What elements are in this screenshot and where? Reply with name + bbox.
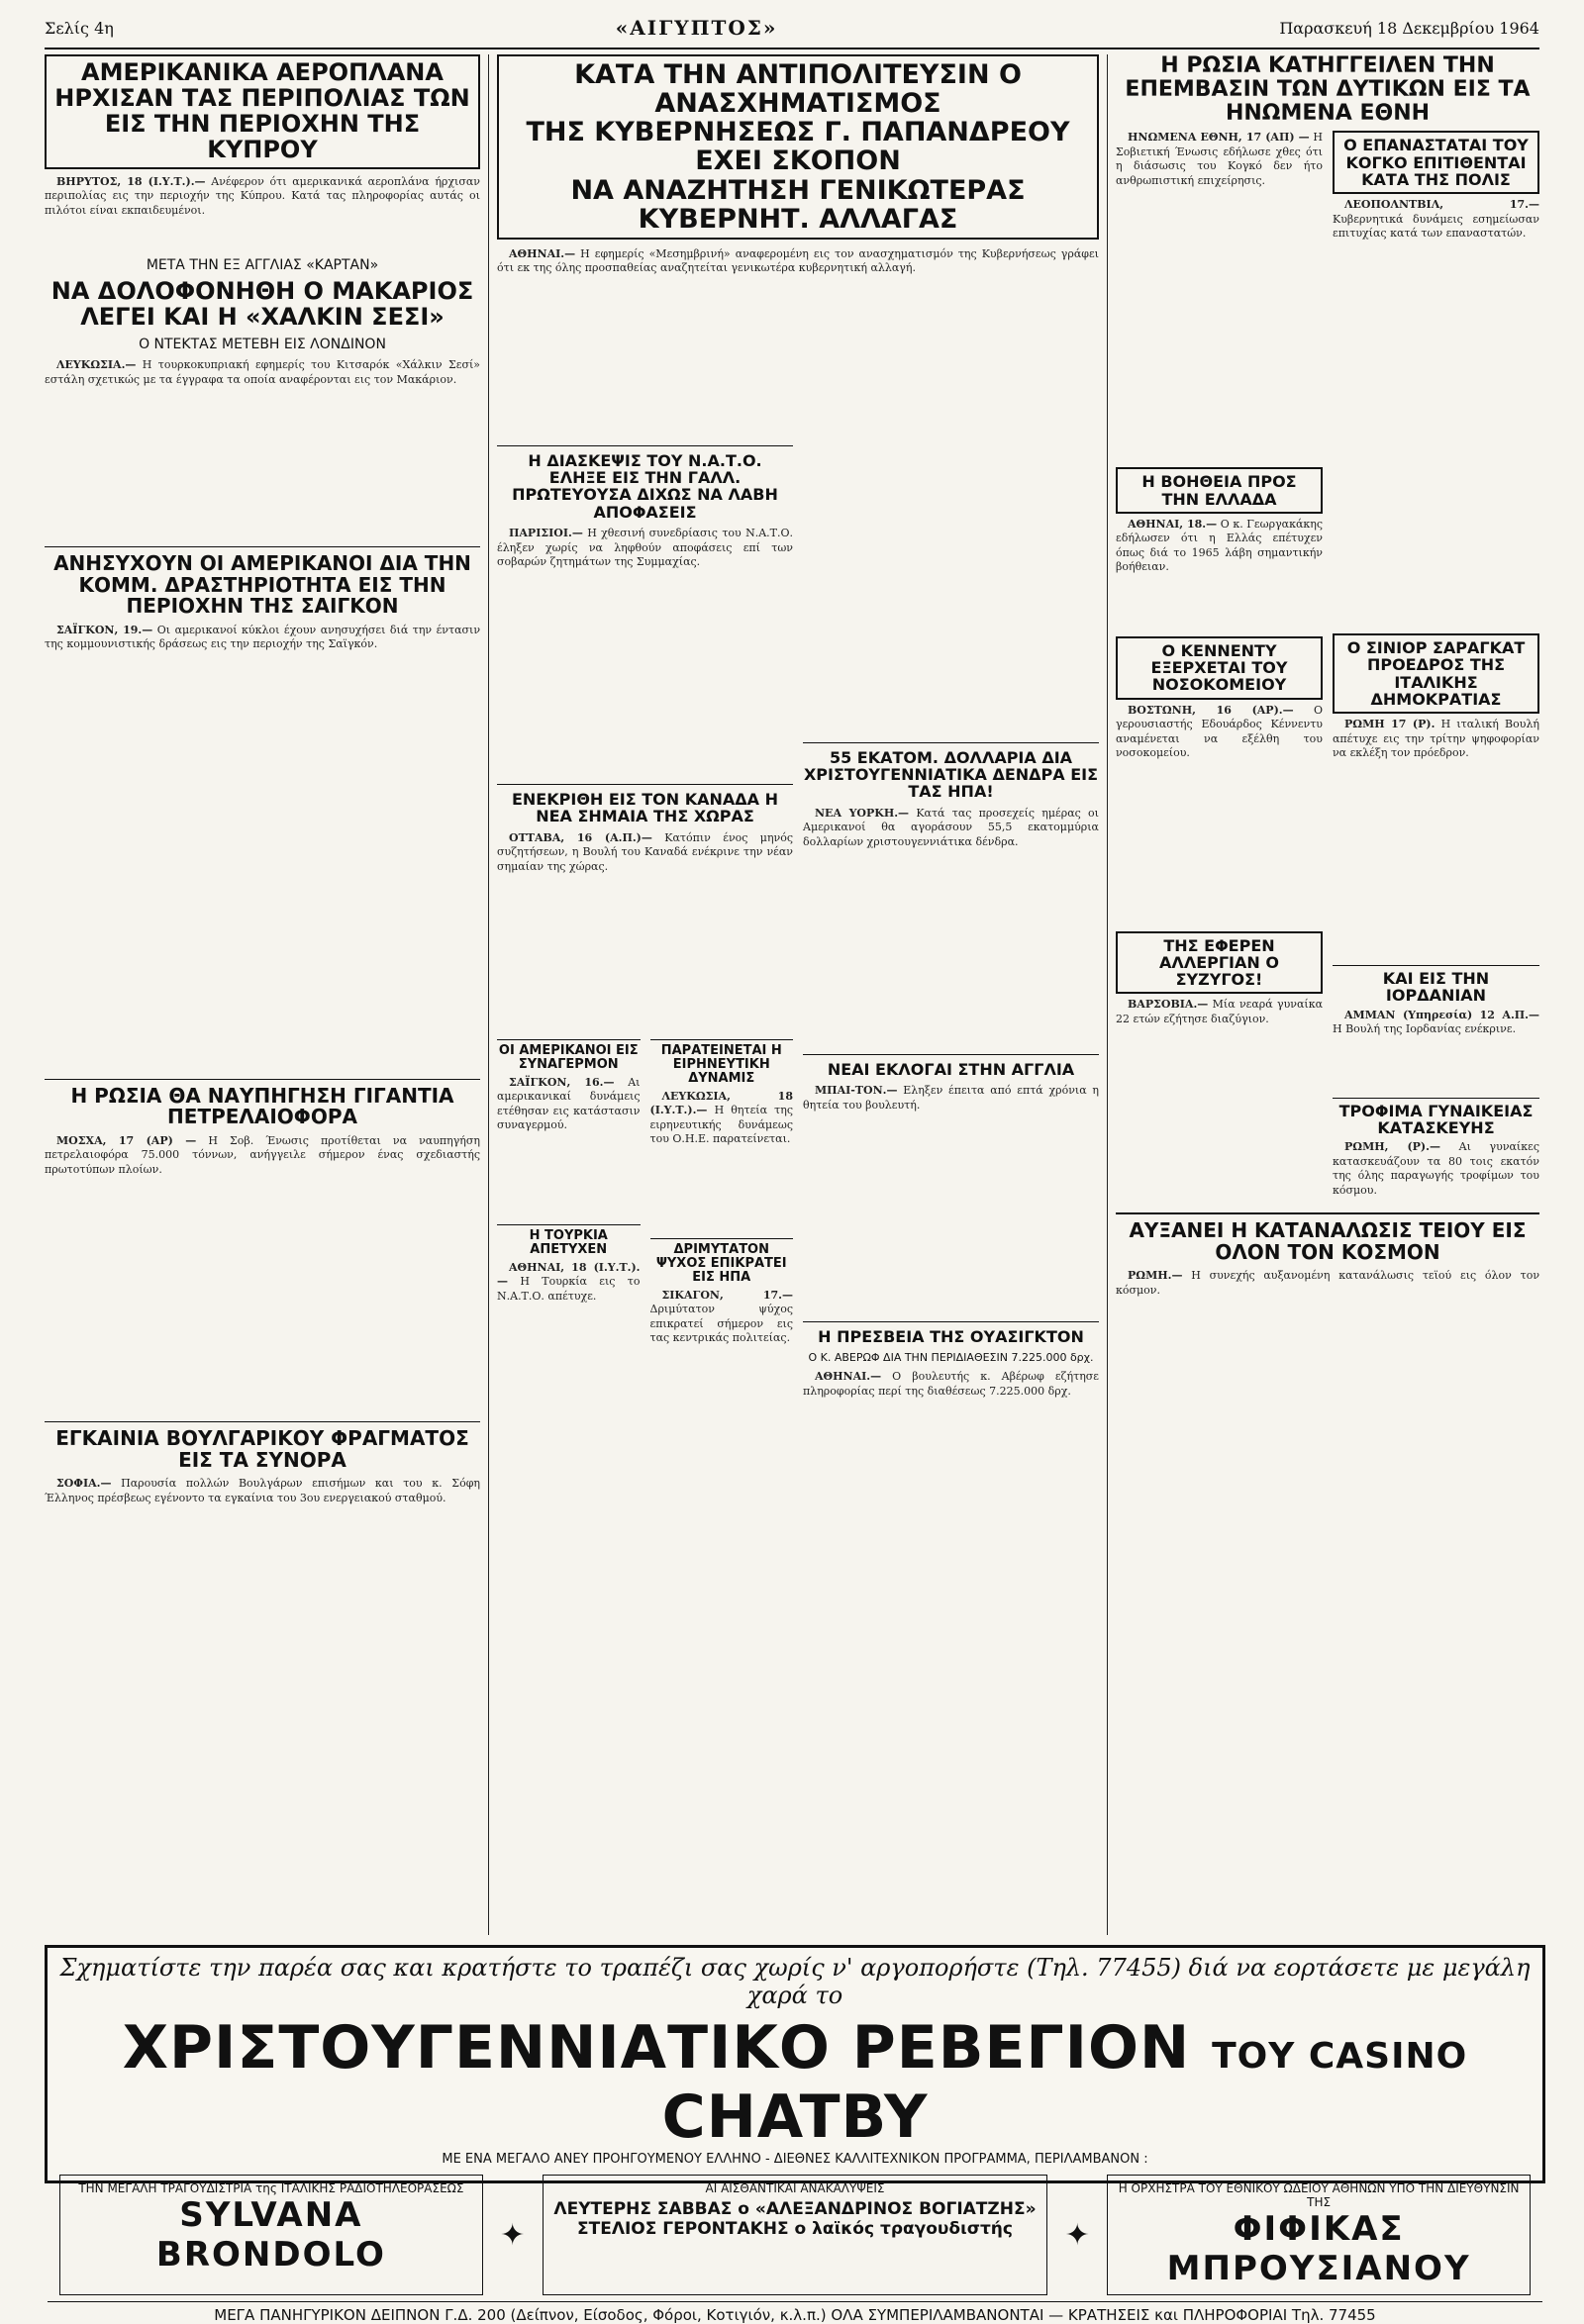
dateline: ΛΕΟΠΟΛΝΤΒΙΛ, 17.—	[1344, 198, 1539, 212]
ad-act	[543, 2175, 1048, 2295]
dateline: ΛΕΥΚΩΣΙΑ, 18 (Ι.Υ.Τ.).—	[649, 1089, 793, 1117]
article-text: Ανέφερον ότι αμερικανικά αεροπλάνα ήρχισαν περιπολίας εις την περιοχήν της Κύπρου. Κατά τας πληροφορίας αυτάς οι πιλότοι είναι εκπαιδευμένοι.	[45, 174, 480, 217]
headline: Ο ΣΙΝΙΟΡ ΣΑΡΑΓΚΑΤ ΠΡΟΕΔΡΟΣ ΤΗΣ ΙΤΑΛΙΚΗΣ ΔΗΜΟΚΡΑΤΙΑΣ	[1346, 638, 1526, 709]
subcolumn	[497, 1039, 641, 1351]
headline: Η ΡΩΣΙΑ ΚΑΤΗΓΓΕΙΛΕΝ ΤΗΝ ΕΠΕΜΒΑΣΙΝ ΤΩΝ ΔΥΤΙΚΩΝ ΕΙΣ ΤΑ ΗΝΩΜΕΝΑ ΕΘΝΗ	[1125, 53, 1531, 126]
star-icon: ✦	[500, 2217, 526, 2253]
newspaper-title: «ΑΙΓΥΠΤΟΣ»	[615, 16, 778, 40]
article-body	[650, 1289, 794, 1346]
dateline: ΒΑΡΣΟΒΙΑ.—	[1128, 998, 1209, 1012]
article-text: Ο βουλευτής κ. Αβέρωφ εζήτησε πληροφορίας περί της διαθέσεως 7.225.000 δρχ.	[803, 1370, 1099, 1398]
subheadline: Ο ΝΤΕΚΤΑΣ ΜΕΤΕΒΗ ΕΙΣ ΛΟΝΔΙΝΟΝ	[139, 336, 386, 352]
article-body	[1116, 704, 1323, 931]
article-body	[497, 527, 793, 784]
article-text: Οι αμερικανοί κύκλοι έχουν ανησυχήσει διά την έντασιν της κομμουνιστικής δράσεως εις την περιοχήν της Σαϊγκόν.	[45, 623, 481, 651]
headline: ΔΡΙΜΥΤΑΤΟΝ ΨΥΧΟΣ ΕΠΙΚΡΑΤΕΙ ΕΙΣ ΗΠΑ	[650, 1238, 794, 1285]
headline: Ο ΕΠΑΝΑΣΤΑΤΑΙ ΤΟΥ ΚΟΓΚΟ ΕΠΙΤΙΘΕΝΤΑΙ ΚΑΤΑ ΤΗΣ ΠΟΛΙΣ	[1343, 136, 1529, 189]
article-text: Η ιταλική Βουλή απέτυχε εις την τρίτην ψηφοφορίαν να εκλέξη τον πρόεδρον.	[1333, 718, 1540, 760]
center-lower-split	[497, 1039, 793, 1351]
article	[45, 54, 480, 169]
article-text: Η χθεσινή συνεδρίασις του Ν.Α.Τ.Ο. έληξεν χωρίς να ληφθούν αποφάσεις επί των σοβαρών ζητημάτων της Συμμαχίας.	[497, 527, 793, 569]
article-text: Κατά τας προσεχείς ημέρας οι Αμερικανοί θα αγοράσουν 55,5 εκατομμύρια δολλαρίων χριστουγεννιάτικα δένδρα.	[803, 806, 1099, 848]
ad-act	[59, 2175, 483, 2295]
headline: Η ΒΟΗΘΕΙΑ ΠΡΟΣ ΤΗΝ ΕΛΛΑΔΑ	[1141, 472, 1297, 509]
act-name: SYLVANA BRONDOLO	[155, 2195, 386, 2275]
article-text: Αι αμερικανικαί δυνάμεις ετέθησαν εις κατάστασιν συναγερμού.	[497, 1075, 641, 1132]
article-body	[497, 1076, 641, 1224]
article-body	[1333, 198, 1539, 633]
dateline: ΑΘΗΝΑΙ.—	[815, 1370, 882, 1384]
article-text: Παρουσία πολλών Βουλγάρων επισήμων και του κ. Σόφη Έλληνος πρέσβεως εγένοντο τα εγκαίνια του 3ου ενεργειακού σταθμού.	[45, 1477, 481, 1504]
headline: 55 ΕΚΑΤΟΜ. ΔΟΛΛΑΡΙΑ ΔΙΑ ΧΡΙΣΤΟΥΓΕΝΝΙΑΤΙΚΑ ΔΕΝΔΡΑ ΕΙΣ ΤΑΣ ΗΠΑ!	[803, 742, 1099, 801]
dateline: ΒΗΡΥΤΟΣ, 18 (Ι.Υ.Τ.).—	[56, 174, 206, 188]
article-body	[1333, 1009, 1539, 1098]
dateline: ΠΑΡΙΣΙΟΙ.—	[509, 527, 583, 539]
headline: ΕΓΚΑΙΝΙΑ ΒΟΥΛΓΑΡΙΚΟΥ ΦΡΑΓΜΑΤΟΣ ΕΙΣ ΤΑ ΣΥΝΟΡΑ	[45, 1421, 480, 1471]
dateline: ΑΘΗΝΑΙ.—	[509, 246, 576, 260]
casino-advertisement	[45, 1945, 1545, 2324]
subcolumn	[650, 1039, 794, 1351]
ad-footer: ΜΕΓΑ ΠΑΝΗΓΥΡΙΚΟΝ ΔΕΙΠΝΟΝ Γ.Δ. 200 (Δείπνον, Είσοδος, Φόροι, Κοτιγιόν, κ.λ.π.) ΟΛΑ ΣΥΜΠΕΡΙΛΑΜΒΑΝΟΝΤΑΙ — ΚΡΑΤΗΣΕΙΣ και ΠΛΗΡΟΦΟΡΙΑΙ Τηλ. 77455	[48, 2301, 1542, 2324]
lead-headline-1: ΚΑΤΑ ΤΗΝ ΑΝΤΙΠΟΛΙΤΕΥΣΙΝ Ο ΑΝΑΣΧΗΜΑΤΙΣΜΟΣ	[574, 59, 1022, 120]
article-body	[45, 1134, 480, 1421]
article-text: Δριμύτατον ψύχος επικρατεί σήμερον εις τας κεντρικάς πολιτείας.	[649, 1303, 793, 1345]
article-body	[1116, 1269, 1539, 1298]
headline: ΑΜΕΡΙΚΑΝΙΚΑ ΑΕΡΟΠΛΑΝΑ ΗΡΧΙΣΑΝ ΤΑΣ ΠΕΡΙΠΟΛΙΑΣ ΤΩΝ ΕΙΣ ΤΗΝ ΠΕΡΙΟΧΗΝ ΤΗΣ ΚΥΠΡΟΥ	[54, 58, 470, 163]
dateline: ΡΩΜΗ 17 (Ρ).	[1344, 718, 1436, 731]
dateline: ΡΩΜΗ, (Ρ).—	[1344, 1140, 1440, 1154]
act-name: ΦΙΦΙΚΑΣ ΜΠΡΟΥΣΙΑΝΟΥ	[1166, 2209, 1471, 2288]
dateline: ΒΟΣΤΩΝΗ, 16 (ΑΡ).—	[1128, 703, 1294, 717]
article-text: Η Σοβ. Ένωσις προτίθεται να ναυπηγήση πετρελαιοφόρα 75.000 τόννων, ανήγγειλε σήμερον ένας σχεδιαστής πρωτοτύπων πλοίων.	[45, 1133, 480, 1176]
ad-intro: Σχηματίστε την παρέα σας και κρατήστε το τραπέζι σας χωρίς ν' αργοπορήστε (Τηλ. 77455) διά να εορτάσετε με μεγάλη χαρά το	[59, 1954, 1531, 2009]
article-body	[497, 1261, 641, 1305]
article-body	[803, 1370, 1099, 1399]
article-text: Ο γερουσιαστής Εδουάρδος Κέννεντυ αναμένεται να εξέλθη του νοσοκομείου.	[1116, 703, 1323, 760]
article-body	[1333, 1140, 1539, 1198]
lead-article	[497, 54, 1099, 240]
article-text: Η συνεχής αυξανομένη κατανάλωσις τεϊού εις όλον τον κόσμον.	[1116, 1269, 1540, 1297]
dateline: ΑΜΜΑΝ (Υπηρεσία) 12 Α.Π.—	[1344, 1008, 1539, 1021]
article	[1116, 931, 1323, 995]
headline: Η ΤΟΥΡΚΙΑ ΑΠΕΤΥΧΕΝ	[497, 1224, 641, 1257]
article-text: Η Σοβιετική Ένωσις εδήλωσε χθες ότι η διάσωσις του Κογκό δεν ήτο ανθρωπιστική επιχείρησις.	[1116, 131, 1323, 187]
dateline: ΛΕΥΚΩΣΙΑ.—	[56, 357, 137, 371]
column-right	[1116, 54, 1539, 1303]
headline: ΟΙ ΑΜΕΡΙΚΑΝΟΙ ΕΙΣ ΣΥΝΑΓΕΡΜΟΝ	[497, 1039, 641, 1072]
headline: ΑΥΞΑΝΕΙ Η ΚΑΤΑΝΑΛΩΣΙΣ ΤΕΙΟΥ ΕΙΣ ΟΛΟΝ ΤΟΝ ΚΟΣΜΟΝ	[1116, 1212, 1539, 1263]
act-caption: Η ΟΡΧΗΣΤΡΑ ΤΟΥ ΕΘΝΙΚΟΥ ΩΔΕΙΟΥ ΑΘΗΝΩΝ ΥΠΟ ΤΗΝ ΔΙΕΥΘΥΝΣΙΝ ΤΗΣ	[1118, 2181, 1520, 2209]
subcolumn	[1333, 131, 1539, 1203]
article-text: Η θητεία της ειρηνευτικής δυνάμεως του Ο.Η.Ε. παρατείνεται.	[649, 1104, 793, 1146]
article-text: Η εφημερίς «Μεσημβρινή» αναφερομένη εις τον ανασχηματισμόν της Κυβερνήσεως γράφει ότι εκ της όλης προσπαθείας αναζητείται γενικωτέρα κυβερνητική αλλαγή.	[497, 246, 1099, 275]
center-split	[497, 445, 1099, 1404]
subcolumn	[1116, 131, 1323, 1203]
act-name: ΣΤΕΛΙΟΣ ΓΕΡΟΝΤΑΚΗΣ ο λαϊκός τραγουδιστής	[577, 2219, 1013, 2239]
ad-headline	[48, 2013, 1542, 2152]
article-body	[803, 1084, 1099, 1321]
article-text: Εληξεν έπειτα από επτά χρόνια η θητεία του βουλευτή.	[803, 1084, 1100, 1112]
article-text: Η Βουλή της Ιορδανίας ενέκρινε.	[1333, 1022, 1517, 1036]
article-body	[1116, 518, 1323, 636]
dateline: ΗΝΩΜΕΝΑ ΕΘΝΗ, 17 (ΑΠ) —	[1128, 131, 1310, 145]
article-text: Αι γυναίκες κατασκευάζουν τα 80 τοις εκατόν της όλης παραγωγής τροφίμων του κόσμου.	[1333, 1140, 1539, 1197]
article-body	[45, 624, 480, 1079]
headline: ΚΑΙ ΕΙΣ ΤΗΝ ΙΟΡΔΑΝΙΑΝ	[1333, 965, 1539, 1005]
dateline: ΡΩΜΗ.—	[1128, 1269, 1183, 1283]
dateline: ΣΟΦΙΑ.—	[56, 1477, 112, 1491]
dateline: ΟΤΤΑΒΑ, 16 (Α.Π.)—	[509, 830, 652, 844]
article-text: Μία νεαρά γυναίκα 22 ετών εζήτησε διαζύγιον.	[1116, 998, 1324, 1025]
dateline: ΜΠΑΙ-ΤΟΝ.—	[815, 1084, 898, 1097]
article-text: Κατόπιν ένος μηνός συζητήσεων, η Βουλή του Καναδά ενέκρινε την νέαν σημαίαν της χώρας.	[497, 830, 794, 873]
article-body	[803, 807, 1099, 1054]
column-divider	[1107, 54, 1108, 1935]
dateline: ΑΘΗΝΑΙ, 18.—	[1128, 517, 1218, 531]
article-body	[1116, 131, 1323, 467]
article-body	[45, 175, 480, 219]
ad-subline: ΜΕ ΕΝΑ ΜΕΓΑΛΟ ΑΝΕΥ ΠΡΟΗΓΟΥΜΕΝΟΥ ΕΛΛΗΝΟ - ΔΙΕΘΝΕΣ ΚΑΛΛΙΤΕΧΝΙΚΟΝ ΠΡΟΓΡΑΜΜΑ, ΠΕΡΙΛΑΜΒΑΝΟΝ :	[442, 2152, 1148, 2167]
column-center	[497, 54, 1099, 1404]
ad-headline-main: ΧΡΙΣΤΟΥΓΕΝΝΙΑΤΙΚΟ ΡΕΒΕΓΙΟΝ	[122, 2013, 1191, 2082]
article	[1116, 467, 1323, 514]
act-caption: ΤΗΝ ΜΕΓΑΛΗ ΤΡΑΓΟΥΔΙΣΤΡΙΑ της ΙΤΑΛΙΚΗΣ ΡΑΔΙΟΤΗΛΕΟΡΑΣΕΩΣ	[78, 2181, 464, 2195]
article-body	[497, 247, 1099, 445]
center-left-subcolumn	[497, 445, 793, 1404]
headline: Ο ΚΕΝΝΕΝΤΥ ΕΞΕΡΧΕΤΑΙ ΤΟΥ ΝΟΣΟΚΟΜΕΙΟΥ	[1150, 640, 1288, 695]
dateline: ΣΙΚΑΓΟΝ, 17.—	[661, 1288, 793, 1302]
article	[1333, 633, 1539, 714]
article-body	[1116, 998, 1323, 1026]
ad-act	[1107, 2175, 1531, 2295]
ad-acts	[48, 2167, 1542, 2295]
headline: ΠΑΡΑΤΕΙΝΕΤΑΙ Η ΕΙΡΗΝΕΥΤΙΚΗ ΔΥΝΑΜΙΣ	[650, 1039, 794, 1086]
headline: ΕΝΕΚΡΙΘΗ ΕΙΣ ΤΟΝ ΚΑΝΑΔΑ Η ΝΕΑ ΣΗΜΑΙΑ ΤΗΣ ΧΩΡΑΣ	[497, 784, 793, 825]
article-body	[497, 831, 793, 1039]
center-right-subcolumn	[803, 445, 1099, 1404]
article-text: Ο κ. Γεωργακάκης εδήλωσεν ότι η Ελλάς επέτυχεν όπως διά το 1965 λάβη σημαντικήν βοήθειαν.	[1116, 517, 1323, 574]
article	[1333, 131, 1539, 194]
lead-headline-2: ΤΗΣ ΚΥΒΕΡΝΗΣΕΩΣ Γ. ΠΑΠΑΝΔΡΕΟΥ ΕΧΕΙ ΣΚΟΠΟΝ	[526, 117, 1070, 177]
page-number: Σελίς 4η	[45, 18, 114, 38]
act-name: ΛΕΥΤΕΡΗΣ ΣΑΒΒΑΣ ο «ΑΛΕΞΑΝΔΡΙΝΟΣ ΒΟΓΙΑΤΖΗΣ»	[553, 2199, 1037, 2219]
lead-headline-3: ΝΑ ΑΝΑΖΗΤΗΣΗ ΓΕΝΙΚΩΤΕΡΑΣ ΚΥΒΕΡΝΗΤ. ΑΛΛΑΓΑΣ	[570, 174, 1026, 235]
dateline: ΣΑΪΓΚΟΝ, 19.—	[56, 623, 153, 636]
article-text: Κυβερνητικά δυνάμεις εσημείωσαν επιτυχίας κατά των επαναστατών.	[1333, 212, 1539, 241]
dateline: ΝΕΑ ΥΟΡΚΗ.—	[815, 806, 910, 820]
article-body	[1333, 718, 1539, 965]
article-body	[45, 1477, 480, 1505]
dateline: ΜΟΣΧΑ, 17 (ΑΡ) —	[56, 1133, 197, 1147]
headline: Η ΔΙΑΣΚΕΨΙΣ ΤΟΥ Ν.Α.Τ.Ο. ΕΛΗΞΕ ΕΙΣ ΤΗΝ ΓΑΛΛ. ΠΡΩΤΕΥΟΥΣΑ ΔΙΧΩΣ ΝΑ ΛΑΒΗ ΑΠΟΦΑΣΕΙΣ	[497, 445, 793, 521]
masthead	[45, 8, 1539, 49]
article-text: Η τουρκοκυπριακή εφημερίς του Κιτσαρόκ «Χάλκιν Σεσί» εστάλη σχετικώς με τα έγγραφα τα οποία αναφέρονται εις τον Μακάριον.	[45, 357, 480, 386]
dateline: ΣΑΪΓΚΟΝ, 16.—	[509, 1075, 615, 1089]
subheadline: Ο Κ. ΑΒΕΡΩΦ ΔΙΑ ΤΗΝ ΠΕΡΙΔΙΑΘΕΣΙΝ 7.225.000 δρχ.	[808, 1351, 1094, 1365]
headline: ΤΡΟΦΙΜΑ ΓΥΝΑΙΚΕΙΑΣ ΚΑΤΑΣΚΕΥΗΣ	[1333, 1098, 1539, 1137]
article	[1116, 636, 1323, 700]
act-caption: ΑΙ ΑΙΣΘΑΝΤΙΚΑΙ ΑΝΑΚΑΛΥΨΕΙΣ	[705, 2181, 885, 2195]
column-left	[45, 54, 480, 1510]
headline: ΑΝΗΣΥΧΟΥΝ ΟΙ ΑΜΕΡΙΚΑΝΟΙ ΔΙΑ ΤΗΝ ΚΟΜΜ. ΔΡΑΣΤΗΡΙΟΤΗΤΑ ΕΙΣ ΤΗΝ ΠΕΡΙΟΧΗΝ ΤΗΣ ΣΑΙΓΚΟΝ	[45, 546, 480, 618]
article-body	[45, 358, 480, 527]
ad-headline-end: CHATBY	[661, 2082, 929, 2152]
article-body	[650, 1090, 794, 1238]
headline: ΝΑ ΔΟΛΟΦΟΝΗΘΗ Ο ΜΑΚΑΡΙΟΣ ΛΕΓΕΙ ΚΑΙ Η «ΧΑΛΚΙΝ ΣΕΣΙ»	[50, 277, 474, 332]
article-text: Η Τουρκία εις το Ν.Α.Τ.Ο. απέτυχε.	[497, 1275, 641, 1303]
dateline: ΑΘΗΝΑΙ, 18 (Ι.Υ.Τ.).—	[497, 1260, 641, 1289]
kicker: ΜΕΤΑ ΤΗΝ ΕΞ ΑΓΓΛΙΑΣ «ΚΑΡΤΑΝ»	[146, 257, 379, 274]
headline: Η ΠΡΕΣΒΕΙΑ ΤΗΣ ΟΥΑΣΙΓΚΤΟΝ	[803, 1321, 1099, 1345]
right-split	[1116, 131, 1539, 1203]
headline: ΝΕΑΙ ΕΚΛΟΓΑΙ ΣΤΗΝ ΑΓΓΛΙΑ	[803, 1054, 1099, 1078]
column-divider	[488, 54, 489, 1935]
issue-date: Παρασκευή 18 Δεκεμβρίου 1964	[1279, 18, 1539, 38]
ad-headline-small: ΤΟΥ CASINO	[1212, 2036, 1468, 2077]
headline: Η ΡΩΣΙΑ ΘΑ ΝΑΥΠΗΓΗΣΗ ΓΙΓΑΝΤΙΑ ΠΕΤΡΕΛΑΙΟΦΟΡΑ	[45, 1079, 480, 1128]
star-icon: ✦	[1064, 2217, 1090, 2253]
headline: ΤΗΣ ΕΦΕΡΕΝ ΑΛΛΕΡΓΙΑΝ Ο ΣΥΖΥΓΟΣ!	[1159, 935, 1279, 990]
